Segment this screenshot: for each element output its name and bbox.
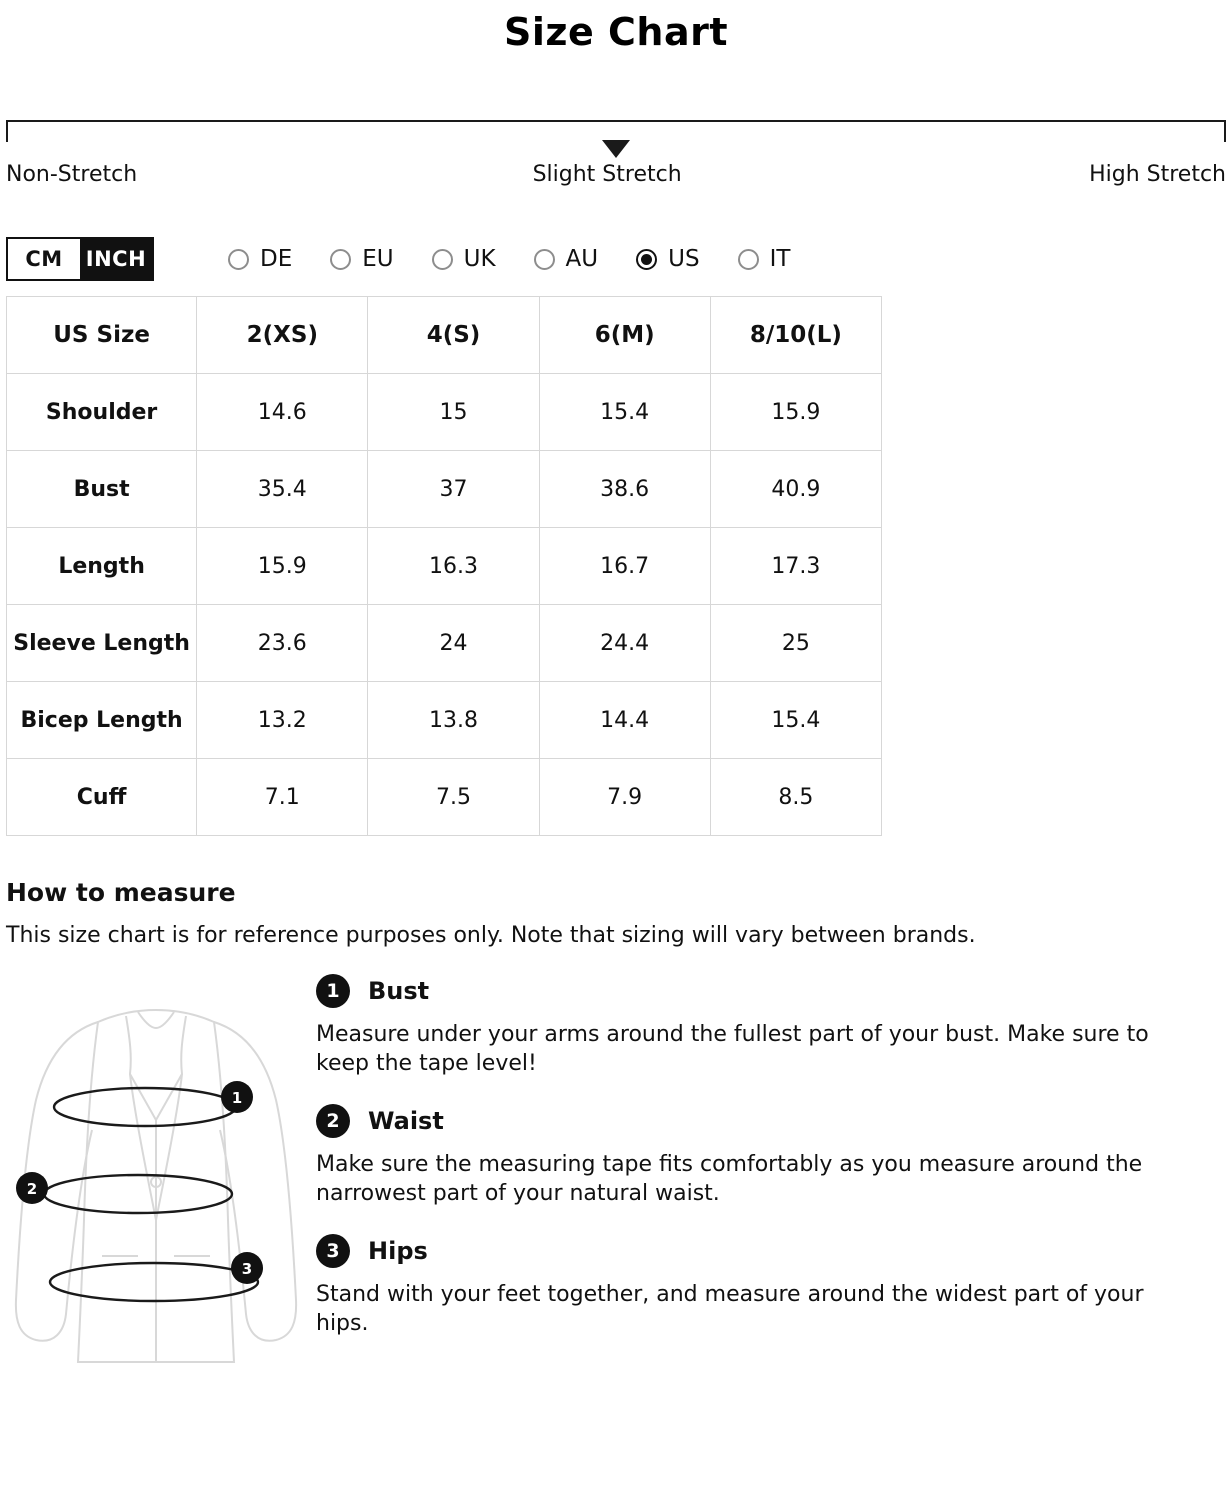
size-table [6, 296, 882, 836]
stretch-label-middle: Slight Stretch [532, 162, 682, 187]
radio-us-icon[interactable] [636, 249, 657, 270]
measure-section [0, 970, 1232, 1394]
table-cell: 35.4 [197, 451, 368, 528]
step-number-badge: 2 [316, 1104, 350, 1138]
region-label-de: DE [260, 246, 293, 272]
table-cell: 24.4 [539, 605, 710, 682]
table-cell: 16.7 [539, 528, 710, 605]
page-title: Size Chart [503, 10, 728, 54]
table-header-row [7, 297, 882, 374]
how-to-measure-note: This size chart is for reference purposes only. Note that sizing will vary between brands. [6, 923, 976, 948]
table-header-cell: US Size [7, 297, 197, 374]
region-radio-group [228, 246, 790, 272]
step-description: Stand with your feet together, and measure around the widest part of your hips. [316, 1282, 1144, 1337]
table-cell: 24 [368, 605, 539, 682]
measure-step-waist [316, 1104, 1152, 1208]
table-cell: 13.2 [197, 682, 368, 759]
table-cell: 15.4 [710, 682, 881, 759]
step-number-badge: 3 [316, 1234, 350, 1268]
row-label: Cuff [7, 759, 197, 836]
table-cell: 38.6 [539, 451, 710, 528]
measure-step-bust [316, 974, 1152, 1078]
stretch-marker-icon [602, 140, 630, 158]
row-label: Bust [7, 451, 197, 528]
table-cell: 13.8 [368, 682, 539, 759]
step-title: Bust [368, 977, 430, 1005]
table-header-cell: 2(XS) [197, 297, 368, 374]
radio-eu-icon[interactable] [330, 249, 351, 270]
table-cell: 15.4 [539, 374, 710, 451]
radio-uk-icon[interactable] [432, 249, 453, 270]
svg-text:3: 3 [241, 1260, 253, 1278]
table-cell: 8.5 [710, 759, 881, 836]
region-label-au: AU [565, 246, 599, 272]
table-row [7, 759, 882, 836]
unit-option-cm[interactable]: CM [8, 239, 80, 279]
radio-de-icon[interactable] [228, 249, 249, 270]
radio-au-icon[interactable] [534, 249, 555, 270]
table-row [7, 528, 882, 605]
region-label-eu: EU [362, 246, 394, 272]
region-label-uk: UK [463, 246, 496, 272]
stretch-bracket [6, 120, 1226, 142]
row-label: Length [7, 528, 197, 605]
region-label-it: IT [769, 246, 791, 272]
step-title: Waist [368, 1107, 444, 1136]
unit-option-inch[interactable]: INCH [80, 239, 152, 279]
how-to-measure-title: How to measure [6, 878, 236, 907]
table-row [7, 374, 882, 451]
measure-steps [316, 970, 1232, 1394]
table-header-cell: 4(S) [368, 297, 539, 374]
table-header-cell: 6(M) [539, 297, 710, 374]
table-cell: 17.3 [710, 528, 881, 605]
step-number-badge: 1 [316, 974, 350, 1008]
row-label: Shoulder [7, 374, 197, 451]
table-cell: 40.9 [710, 451, 881, 528]
region-label-us: US [668, 246, 700, 272]
blazer-measurement-diagram [6, 970, 306, 1394]
table-header-cell: 8/10(L) [710, 297, 881, 374]
table-cell: 14.4 [539, 682, 710, 759]
table-row [7, 605, 882, 682]
svg-text:1: 1 [231, 1089, 243, 1107]
row-label: Sleeve Length [7, 605, 197, 682]
table-cell: 7.9 [539, 759, 710, 836]
step-description: Measure under your arms around the fullest part of your bust. Make sure to keep the tape level! [316, 1022, 1149, 1077]
step-title: Hips [368, 1237, 428, 1266]
table-cell: 37 [368, 451, 539, 528]
table-cell: 7.1 [197, 759, 368, 836]
region-option-de[interactable] [228, 246, 292, 272]
table-cell: 14.6 [197, 374, 368, 451]
stretch-label-left: Non-Stretch [6, 162, 138, 187]
table-row [7, 682, 882, 759]
chart-controls [0, 232, 1232, 286]
measure-step-hips [316, 1234, 1152, 1338]
table-cell: 7.5 [368, 759, 539, 836]
stretch-label-right: High Stretch [1089, 162, 1226, 187]
region-option-us[interactable] [636, 246, 699, 272]
region-option-it[interactable] [738, 246, 791, 272]
region-option-au[interactable] [534, 246, 599, 272]
unit-toggle[interactable] [6, 237, 154, 281]
table-cell: 15 [368, 374, 539, 451]
region-option-uk[interactable] [432, 246, 496, 272]
svg-text:2: 2 [26, 1180, 38, 1198]
table-row [7, 451, 882, 528]
table-cell: 16.3 [368, 528, 539, 605]
radio-it-icon[interactable] [738, 249, 759, 270]
step-description: Make sure the measuring tape fits comfortably as you measure around the narrowest part of your natural waist. [316, 1152, 1143, 1207]
table-cell: 15.9 [710, 374, 881, 451]
row-label: Bicep Length [7, 682, 197, 759]
table-cell: 15.9 [197, 528, 368, 605]
stretch-indicator [0, 120, 1232, 220]
table-cell: 23.6 [197, 605, 368, 682]
table-cell: 25 [710, 605, 881, 682]
region-option-eu[interactable] [330, 246, 393, 272]
